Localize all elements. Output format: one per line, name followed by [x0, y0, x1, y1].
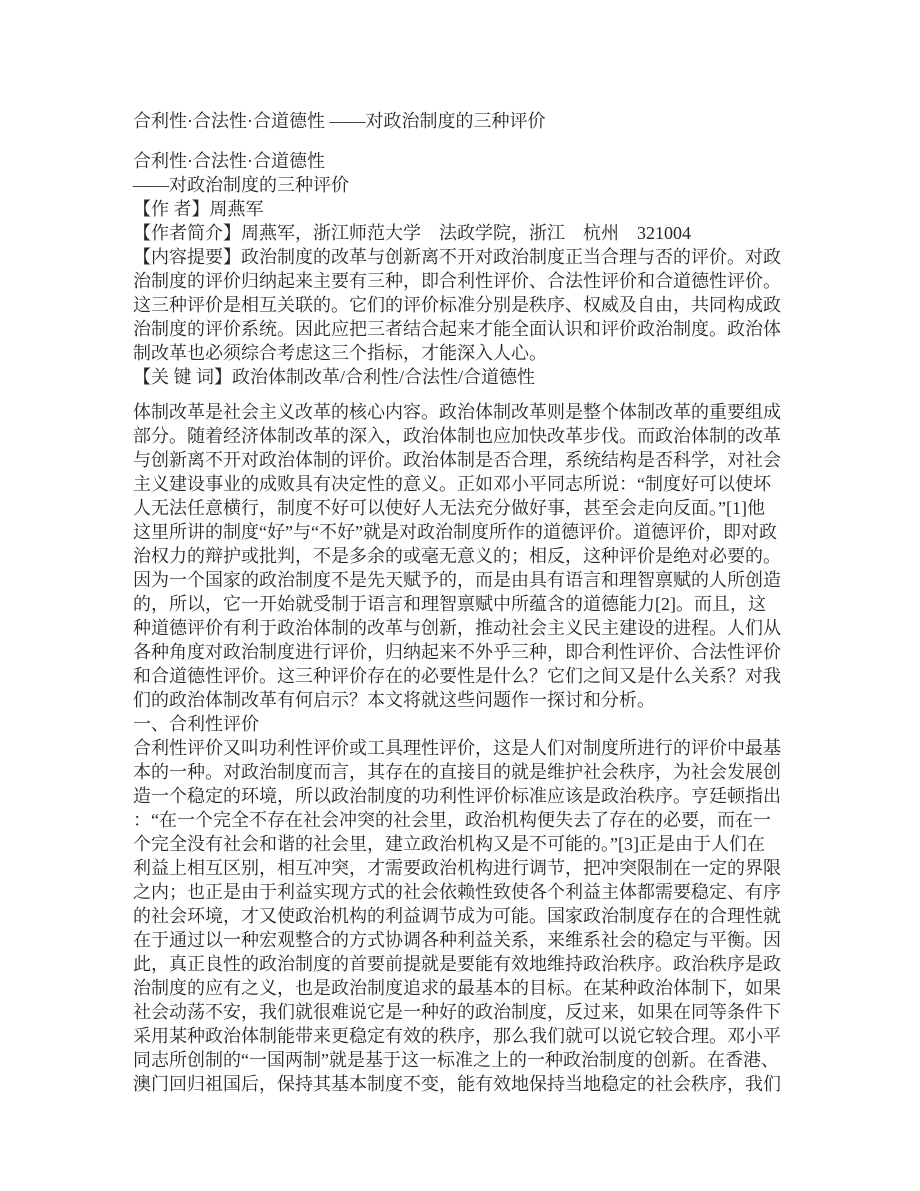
text-line: 治制度的评价系统。因此应把三者结合起来才能全面认识和评价政治制度。政治体	[133, 319, 781, 339]
text-line: 此，真正良性的政治制度的首要前提就是要能有效地维持政治秩序。政治秩序是政	[133, 954, 781, 974]
text-line: 造一个稳定的环境，所以政治制度的功利性评价标准应该是政治秩序。亨廷顿指出	[133, 786, 781, 806]
text-line: 这里所讲的制度“好”与“不好”就是对政治制度所作的道德评价。道德评价，即对政	[133, 522, 777, 542]
text-line: 社会动荡不安，我们就很难说它是一种好的政治制度，反过来，如果在同等条件下	[133, 1002, 781, 1022]
text-line: 种道德评价有利于政治体制的改革与创新，推动社会主义民主建设的进程。人们从	[133, 618, 781, 638]
text-line: 澳门回归祖国后，保持其基本制度不变，能有效地保持当地稳定的社会秩序，我们	[133, 1074, 781, 1094]
text-line: 因为一个国家的政治制度不是先天赋予的，而是由具有语言和理智禀赋的人所创造	[133, 570, 781, 590]
text-line: 合利性·合法性·合道德性	[133, 151, 325, 171]
text-line: 同志所创制的“一国两制”就是基于这一标准之上的一种政治制度的创新。在香港、	[133, 1050, 779, 1070]
article-meta-block	[133, 149, 781, 389]
text-line: 【作者简介】周燕军，浙江师范大学 法政学院，浙江 杭州 321004	[133, 223, 691, 243]
text-line: 们的政治体制改革有何启示？本文将就这些问题作一探讨和分析。	[133, 690, 655, 710]
text-line: 与创新离不开对政治体制的评价。政治体制是否合理，系统结构是否科学，对社会	[133, 450, 781, 470]
document-title: 合利性·合法性·合道德性 ——对政治制度的三种评价	[133, 111, 546, 131]
text-line: 治制度的应有之义，也是政治制度追求的最基本的目标。在某种政治体制下，如果	[133, 978, 781, 998]
text-line: 在于通过以一种宏观整合的方式协调各种利益关系，来维系社会的稳定与平衡。因	[133, 930, 781, 950]
text-line: ：“在一个完全不存在社会冲突的社会里，政治机构便失去了存在的必要，而在一	[133, 810, 771, 830]
text-line: 【作 者】周燕军	[133, 199, 264, 219]
text-line: 合利性评价又叫功利性评价或工具理性评价，这是人们对制度所进行的评价中最基	[133, 738, 781, 758]
text-line: 一、合利性评价	[133, 714, 259, 734]
document-header	[133, 109, 546, 133]
text-line: 【关 键 词】政治体制改革/合利性/合法性/合道德性	[133, 367, 536, 387]
text-line: 【内容提要】政治制度的改革与创新离不开对政治制度正当合理与否的评价。对政	[133, 247, 781, 267]
text-line: 之内；也正是由于利益实现方式的社会依赖性致使各个利益主体都需要稳定、有序	[133, 882, 781, 902]
text-line: 治制度的评价归纳起来主要有三种，即合利性评价、合法性评价和合道德性评价。	[133, 271, 781, 291]
text-line: 的社会环境，才又使政治机构的利益调节成为可能。国家政治制度存在的合理性就	[133, 906, 781, 926]
text-line: 人无法任意横行，制度不好可以使好人无法充分做好事，甚至会走向反面。”[1]他	[133, 498, 765, 518]
text-line: 利益上相互区别，相互冲突，才需要政治机构进行调节，把冲突限制在一定的界限	[133, 858, 781, 878]
text-line: 主义建设事业的成败具有决定性的意义。正如邓小平同志所说：“制度好可以使坏	[133, 474, 771, 494]
text-line: 本的一种。对政治制度而言，其存在的直接目的就是维护社会秩序，为社会发展创	[133, 762, 781, 782]
text-line: 部分。随着经济体制改革的深入，政治体制也应加快改革步伐。而政治体制的改革	[133, 426, 781, 446]
text-line: 治权力的辩护或批判，不是多余的或毫无意义的；相反，这种评价是绝对必要的。	[133, 546, 781, 566]
article-body-block	[133, 400, 781, 1096]
text-line: 各种角度对政治制度进行评价，归纳起来不外乎三种，即合利性评价、合法性评价	[133, 642, 781, 662]
text-line: 这三种评价是相互关联的。它们的评价标准分别是秩序、权威及自由，共同构成政	[133, 295, 781, 315]
text-line: 个完全没有社会和谐的社会里，建立政治机构又是不可能的。”[3]正是由于人们在	[133, 834, 765, 854]
text-line: 的，所以，它一开始就受制于语言和理智禀赋中所蕴含的道德能力[2]。而且，这	[133, 594, 766, 614]
text-line: ——对政治制度的三种评价	[133, 175, 349, 195]
text-line: 制改革也必须综合考虑这三个指标，才能深入人心。	[133, 343, 547, 363]
text-line: 和合道德性评价。这三种评价存在的必要性是什么？它们之间又是什么关系？对我	[133, 666, 781, 686]
text-line: 采用某种政治体制能带来更稳定有效的秩序，那么我们就可以说它较合理。邓小平	[133, 1026, 781, 1046]
text-line: 体制改革是社会主义改革的核心内容。政治体制改革则是整个体制改革的重要组成	[133, 402, 781, 422]
